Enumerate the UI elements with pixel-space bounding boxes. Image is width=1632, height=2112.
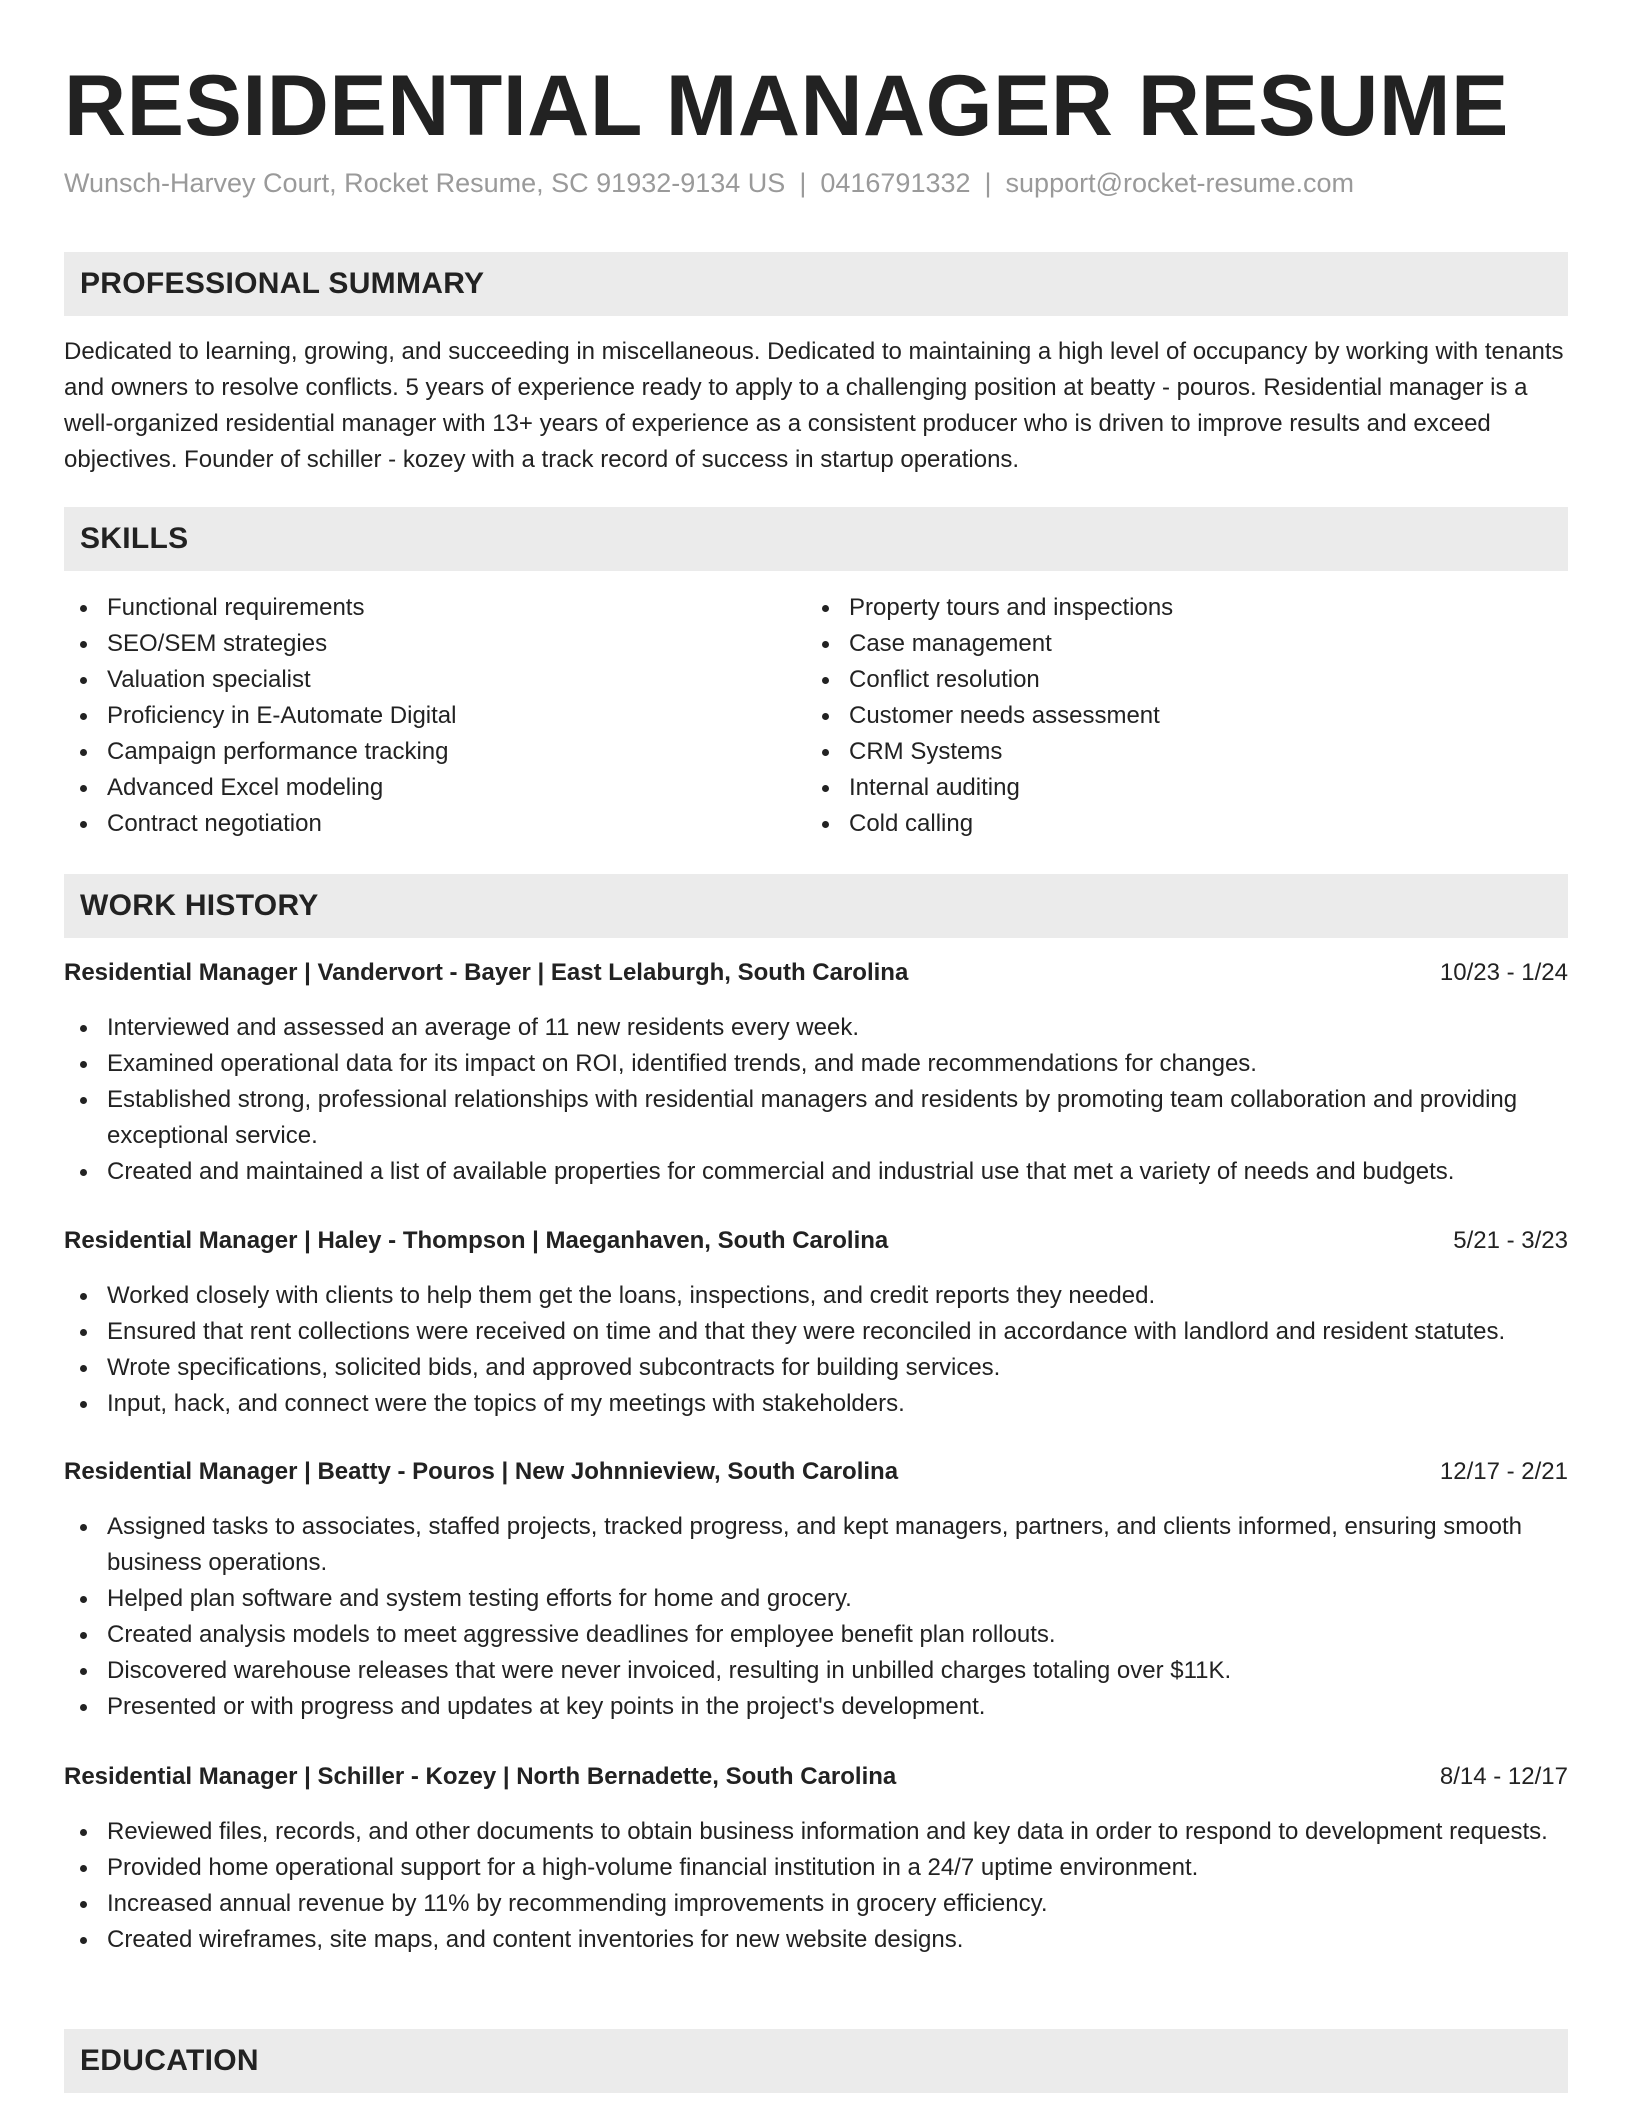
job-bullet: Worked closely with clients to help them get the loans, inspections, and credit reports they needed. xyxy=(64,1278,1568,1314)
contact-email: support@rocket-resume.com xyxy=(1005,168,1355,198)
job-bullet: Ensured that rent collections were received on time and that they were reconciled in accordance with landlord and resident statutes. xyxy=(64,1314,1568,1350)
job-bullet: Created wireframes, site maps, and content inventories for new website designs. xyxy=(64,1922,1568,1958)
skill-item: Case management xyxy=(806,626,1506,662)
section-header-education xyxy=(64,2029,1568,2093)
job-bullets xyxy=(64,1509,1568,1725)
job-title: Residential Manager | Beatty - Pouros | New Johnnieview, South Carolina xyxy=(64,1458,899,1485)
skill-item: Customer needs assessment xyxy=(806,698,1506,734)
skill-item: Conflict resolution xyxy=(806,662,1506,698)
skill-item: Cold calling xyxy=(806,806,1506,842)
skill-item: CRM Systems xyxy=(806,734,1506,770)
job-header xyxy=(64,1223,1568,1259)
skill-item: Valuation specialist xyxy=(64,662,764,698)
section-title-work-history: WORK HISTORY xyxy=(80,889,319,922)
skill-item: SEO/SEM strategies xyxy=(64,626,764,662)
job-dates: 10/23 - 1/24 xyxy=(1439,959,1568,986)
job-header xyxy=(64,955,1568,991)
job-bullet: Presented or with progress and updates at key points in the project's development. xyxy=(64,1689,1568,1725)
job-bullets xyxy=(64,1010,1568,1190)
job-title: Residential Manager | Schiller - Kozey | North Bernadette, South Carolina xyxy=(64,1763,897,1790)
contact-separator: | xyxy=(984,168,992,198)
resume-title: RESIDENTIAL MANAGER RESUME xyxy=(64,58,1509,154)
job-title: Residential Manager | Haley - Thompson | Maeganhaven, South Carolina xyxy=(64,1227,889,1254)
skill-item: Contract negotiation xyxy=(64,806,764,842)
section-header-work-history xyxy=(64,874,1568,938)
contact-separator: | xyxy=(799,168,807,198)
contact-phone: 0416791332 xyxy=(820,168,971,198)
skill-item: Advanced Excel modeling xyxy=(64,770,764,806)
skill-item: Proficiency in E-Automate Digital xyxy=(64,698,764,734)
job-bullet: Helped plan software and system testing efforts for home and grocery. xyxy=(64,1581,1568,1617)
job-bullet: Wrote specifications, solicited bids, and approved subcontracts for building services. xyxy=(64,1350,1568,1386)
job-bullet: Established strong, professional relationships with residential managers and residents by promoting team collaboration and providing exceptional service. xyxy=(64,1082,1568,1154)
job-bullet: Assigned tasks to associates, staffed projects, tracked progress, and kept managers, partners, and clients informed, ensuring smooth business operations. xyxy=(64,1509,1568,1581)
contact-address: Wunsch-Harvey Court, Rocket Resume, SC 91932-9134 US xyxy=(64,168,786,198)
skill-item: Campaign performance tracking xyxy=(64,734,764,770)
job-bullets xyxy=(64,1278,1568,1422)
job-bullet: Examined operational data for its impact on ROI, identified trends, and made recommendations for changes. xyxy=(64,1046,1568,1082)
summary-text: Dedicated to learning, growing, and succeeding in miscellaneous. Dedicated to maintaining a high level of occupancy by working with tenants and owners to resolve conflicts. 5 years of experience ready to apply to a challenging position at beatty - pouros. Residential manager is a well-organized residential manager with 13+ years of experience as a consistent producer who is driven to improve results and exceed objectives. Founder of schiller - kozey with a track record of success in startup operations. xyxy=(64,338,1564,473)
job-dates: 5/21 - 3/23 xyxy=(1453,1227,1568,1254)
job-bullet: Increased annual revenue by 11% by recommending improvements in grocery efficiency. xyxy=(64,1886,1568,1922)
job-bullets xyxy=(64,1814,1568,1958)
job-dates: 8/14 - 12/17 xyxy=(1439,1763,1568,1790)
skill-item: Functional requirements xyxy=(64,590,764,626)
skills-list-left xyxy=(64,590,764,842)
job-header xyxy=(64,1759,1568,1795)
job-title: Residential Manager | Vandervort - Bayer | East Lelaburgh, South Carolina xyxy=(64,959,909,986)
job-bullet: Discovered warehouse releases that were never invoiced, resulting in unbilled charges totaling over $11K. xyxy=(64,1653,1568,1689)
skill-item: Property tours and inspections xyxy=(806,590,1506,626)
job-bullet: Created analysis models to meet aggressive deadlines for employee benefit plan rollouts. xyxy=(64,1617,1568,1653)
job-bullet: Input, hack, and connect were the topics of my meetings with stakeholders. xyxy=(64,1386,1568,1422)
job-bullet: Interviewed and assessed an average of 11 new residents every week. xyxy=(64,1010,1568,1046)
section-header-summary xyxy=(64,252,1568,316)
section-title-summary: PROFESSIONAL SUMMARY xyxy=(80,267,485,300)
job-dates: 12/17 - 2/21 xyxy=(1439,1458,1568,1485)
section-header-skills xyxy=(64,507,1568,571)
job-bullet: Created and maintained a list of available properties for commercial and industrial use that met a variety of needs and budgets. xyxy=(64,1154,1568,1190)
job-bullet: Provided home operational support for a high-volume financial institution in a 24/7 uptime environment. xyxy=(64,1850,1568,1886)
section-title-education: EDUCATION xyxy=(80,2044,259,2077)
skills-list-right xyxy=(806,590,1506,842)
skill-item: Internal auditing xyxy=(806,770,1506,806)
section-title-skills: SKILLS xyxy=(80,522,189,555)
contact-line xyxy=(64,165,1354,201)
job-bullet: Reviewed files, records, and other documents to obtain business information and key data in order to respond to development requests. xyxy=(64,1814,1568,1850)
job-header xyxy=(64,1454,1568,1490)
